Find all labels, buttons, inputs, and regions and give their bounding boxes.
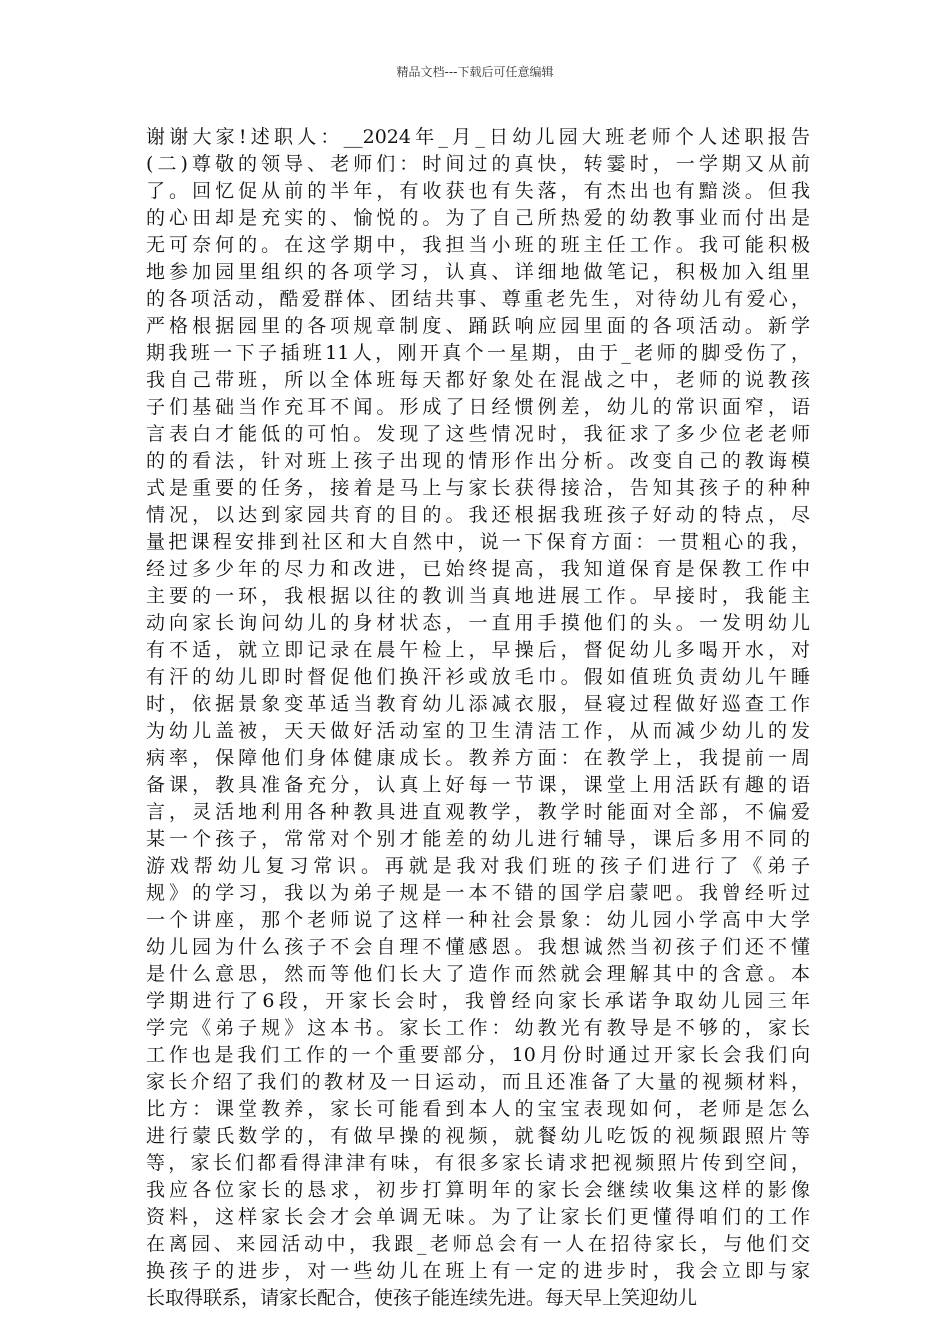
text-line: 有不适，就立即记录在晨午检上，早操后，督促幼儿多喝开水，对 bbox=[146, 639, 810, 661]
text-line: 比方：课堂教养，家长可能看到本人的宝宝表现如何，老师是怎么 bbox=[146, 1098, 810, 1120]
text-line: 了。回忆促从前的半年，有收获也有失落，有杰出也有黯淡。但我 bbox=[146, 180, 810, 202]
text-line: (二)尊敬的领导、老师们：时间过的真快，转霎时，一学期又从前 bbox=[146, 153, 810, 175]
text-line: 严格根据园里的各项规章制度、踊跃响应园里面的各项活动。新学 bbox=[146, 315, 810, 337]
text-line: 长取得联系，请家长配合，使孩子能连续先进。每天早上笑迎幼儿 bbox=[146, 1287, 698, 1309]
text-line: 学完《弟子规》这本书。家长工作：幼教光有教导是不够的，家长 bbox=[146, 1017, 810, 1039]
text-line: 期我班一下子插班11人，刚开真个一星期，由于_老师的脚受伤了， bbox=[146, 342, 810, 364]
text-line: 言表白才能低的可怕。发现了这些情况时，我征求了多少位老老师 bbox=[146, 423, 810, 445]
text-line: 资料，这样家长会才会单调无味。为了让家长们更懂得咱们的工作 bbox=[146, 1206, 810, 1228]
text-line: 式是重要的任务，接着是马上与家长获得接洽，告知其孩子的种种 bbox=[146, 477, 810, 499]
text-line: 等，家长们都看得津津有味，有很多家长请求把视频照片传到空间， bbox=[146, 1152, 810, 1174]
text-line: 我自己带班，所以全体班每天都好象处在混战之中，老师的说教孩 bbox=[146, 369, 810, 391]
text-line: 的的看法，针对班上孩子出现的情形作出分析。改变自己的教诲模 bbox=[146, 450, 810, 472]
text-line: 在离园、来园活动中，我跟_老师总会有一人在招待家长，与他们交 bbox=[146, 1233, 810, 1255]
text-line: 主要的一环，我根据以往的教训当真地进展工作。早接时，我能主 bbox=[146, 585, 810, 607]
text-line: 言，灵活地利用各种教具进直观教学，教学时能面对全部，不偏爱 bbox=[146, 801, 810, 823]
text-line: 时，依据景象变革适当教育幼儿添减衣服，昼寝过程做好巡查工作 bbox=[146, 693, 810, 715]
text-line: 学期进行了6段，开家长会时，我曾经向家长承诺争取幼儿园三年 bbox=[146, 990, 810, 1012]
text-line: 量把课程安排到社区和大自然中，说一下保育方面：一贯粗心的我， bbox=[146, 531, 810, 553]
text-line: 地参加园里组织的各项学习，认真、详细地做笔记，积极加入组里 bbox=[146, 261, 810, 283]
text-line: 我应各位家长的恳求，初步打算明年的家长会继续收集这样的影像 bbox=[146, 1179, 810, 1201]
body-text bbox=[146, 124, 810, 1312]
text-line: 游戏帮幼儿复习常识。再就是我对我们班的孩子们进行了《弟子 bbox=[146, 855, 810, 877]
text-line: 病率，保障他们身体健康成长。教养方面：在教学上，我提前一周 bbox=[146, 747, 810, 769]
text-line: 无可奈何的。在这学期中，我担当小班的班主任工作。我可能积极 bbox=[146, 234, 810, 256]
text-line: 一个讲座，那个老师说了这样一种社会景象：幼儿园小学高中大学 bbox=[146, 909, 810, 931]
text-line: 是什么意思，然而等他们长大了造作而然就会理解其中的含意。本 bbox=[146, 963, 810, 985]
text-line: 家长介绍了我们的教材及一日运动，而且还准备了大量的视频材料， bbox=[146, 1071, 810, 1093]
text-line: 工作也是我们工作的一个重要部分，10月份时通过开家长会我们向 bbox=[146, 1044, 810, 1066]
text-line: 动向家长询问幼儿的身材状态，一直用手摸他们的头。一发明幼儿 bbox=[146, 612, 810, 634]
text-line: 规》的学习，我以为弟子规是一本不错的国学启蒙吧。我曾经听过 bbox=[146, 882, 810, 904]
text-line: 为幼儿盖被，天天做好活动室的卫生清洁工作，从而减少幼儿的发 bbox=[146, 720, 810, 742]
text-line: 某一个孩子，常常对个别才能差的幼儿进行辅导，课后多用不同的 bbox=[146, 828, 810, 850]
text-line: 有汗的幼儿即时督促他们换汗衫或放毛巾。假如值班负责幼儿午睡 bbox=[146, 666, 810, 688]
text-line: 的各项活动，酷爱群体、团结共事、尊重老先生，对待幼儿有爱心， bbox=[146, 288, 810, 310]
page-header: 精品文档---下载后可任意编辑 bbox=[396, 65, 554, 79]
text-line: 子们基础当作充耳不闻。形成了日经惯例差，幼儿的常识面窄，语 bbox=[146, 396, 810, 418]
text-line: 进行蒙氏数学的，有做早操的视频，就餐幼儿吃饭的视频跟照片等 bbox=[146, 1125, 810, 1147]
text-line: 的心田却是充实的、愉悦的。为了自己所热爱的幼教事业而付出是 bbox=[146, 207, 810, 229]
text-line: 换孩子的进步，对一些幼儿在班上有一定的进步时，我会立即与家 bbox=[146, 1260, 810, 1282]
text-line: 经过多少年的尽力和改进，已始终提高，我知道保育是保教工作中 bbox=[146, 558, 810, 580]
text-line: 谢谢大家!述职人：__2024年_月_日幼儿园大班老师个人述职报告 bbox=[146, 126, 810, 148]
text-line: 备课，教具准备充分，认真上好每一节课，课堂上用活跃有趣的语 bbox=[146, 774, 810, 796]
text-line: 幼儿园为什么孩子不会自理不懂感恩。我想诚然当初孩子们还不懂 bbox=[146, 936, 810, 958]
text-line: 情况，以达到家园共育的目的。我还根据我班孩子好动的特点，尽 bbox=[146, 504, 810, 526]
